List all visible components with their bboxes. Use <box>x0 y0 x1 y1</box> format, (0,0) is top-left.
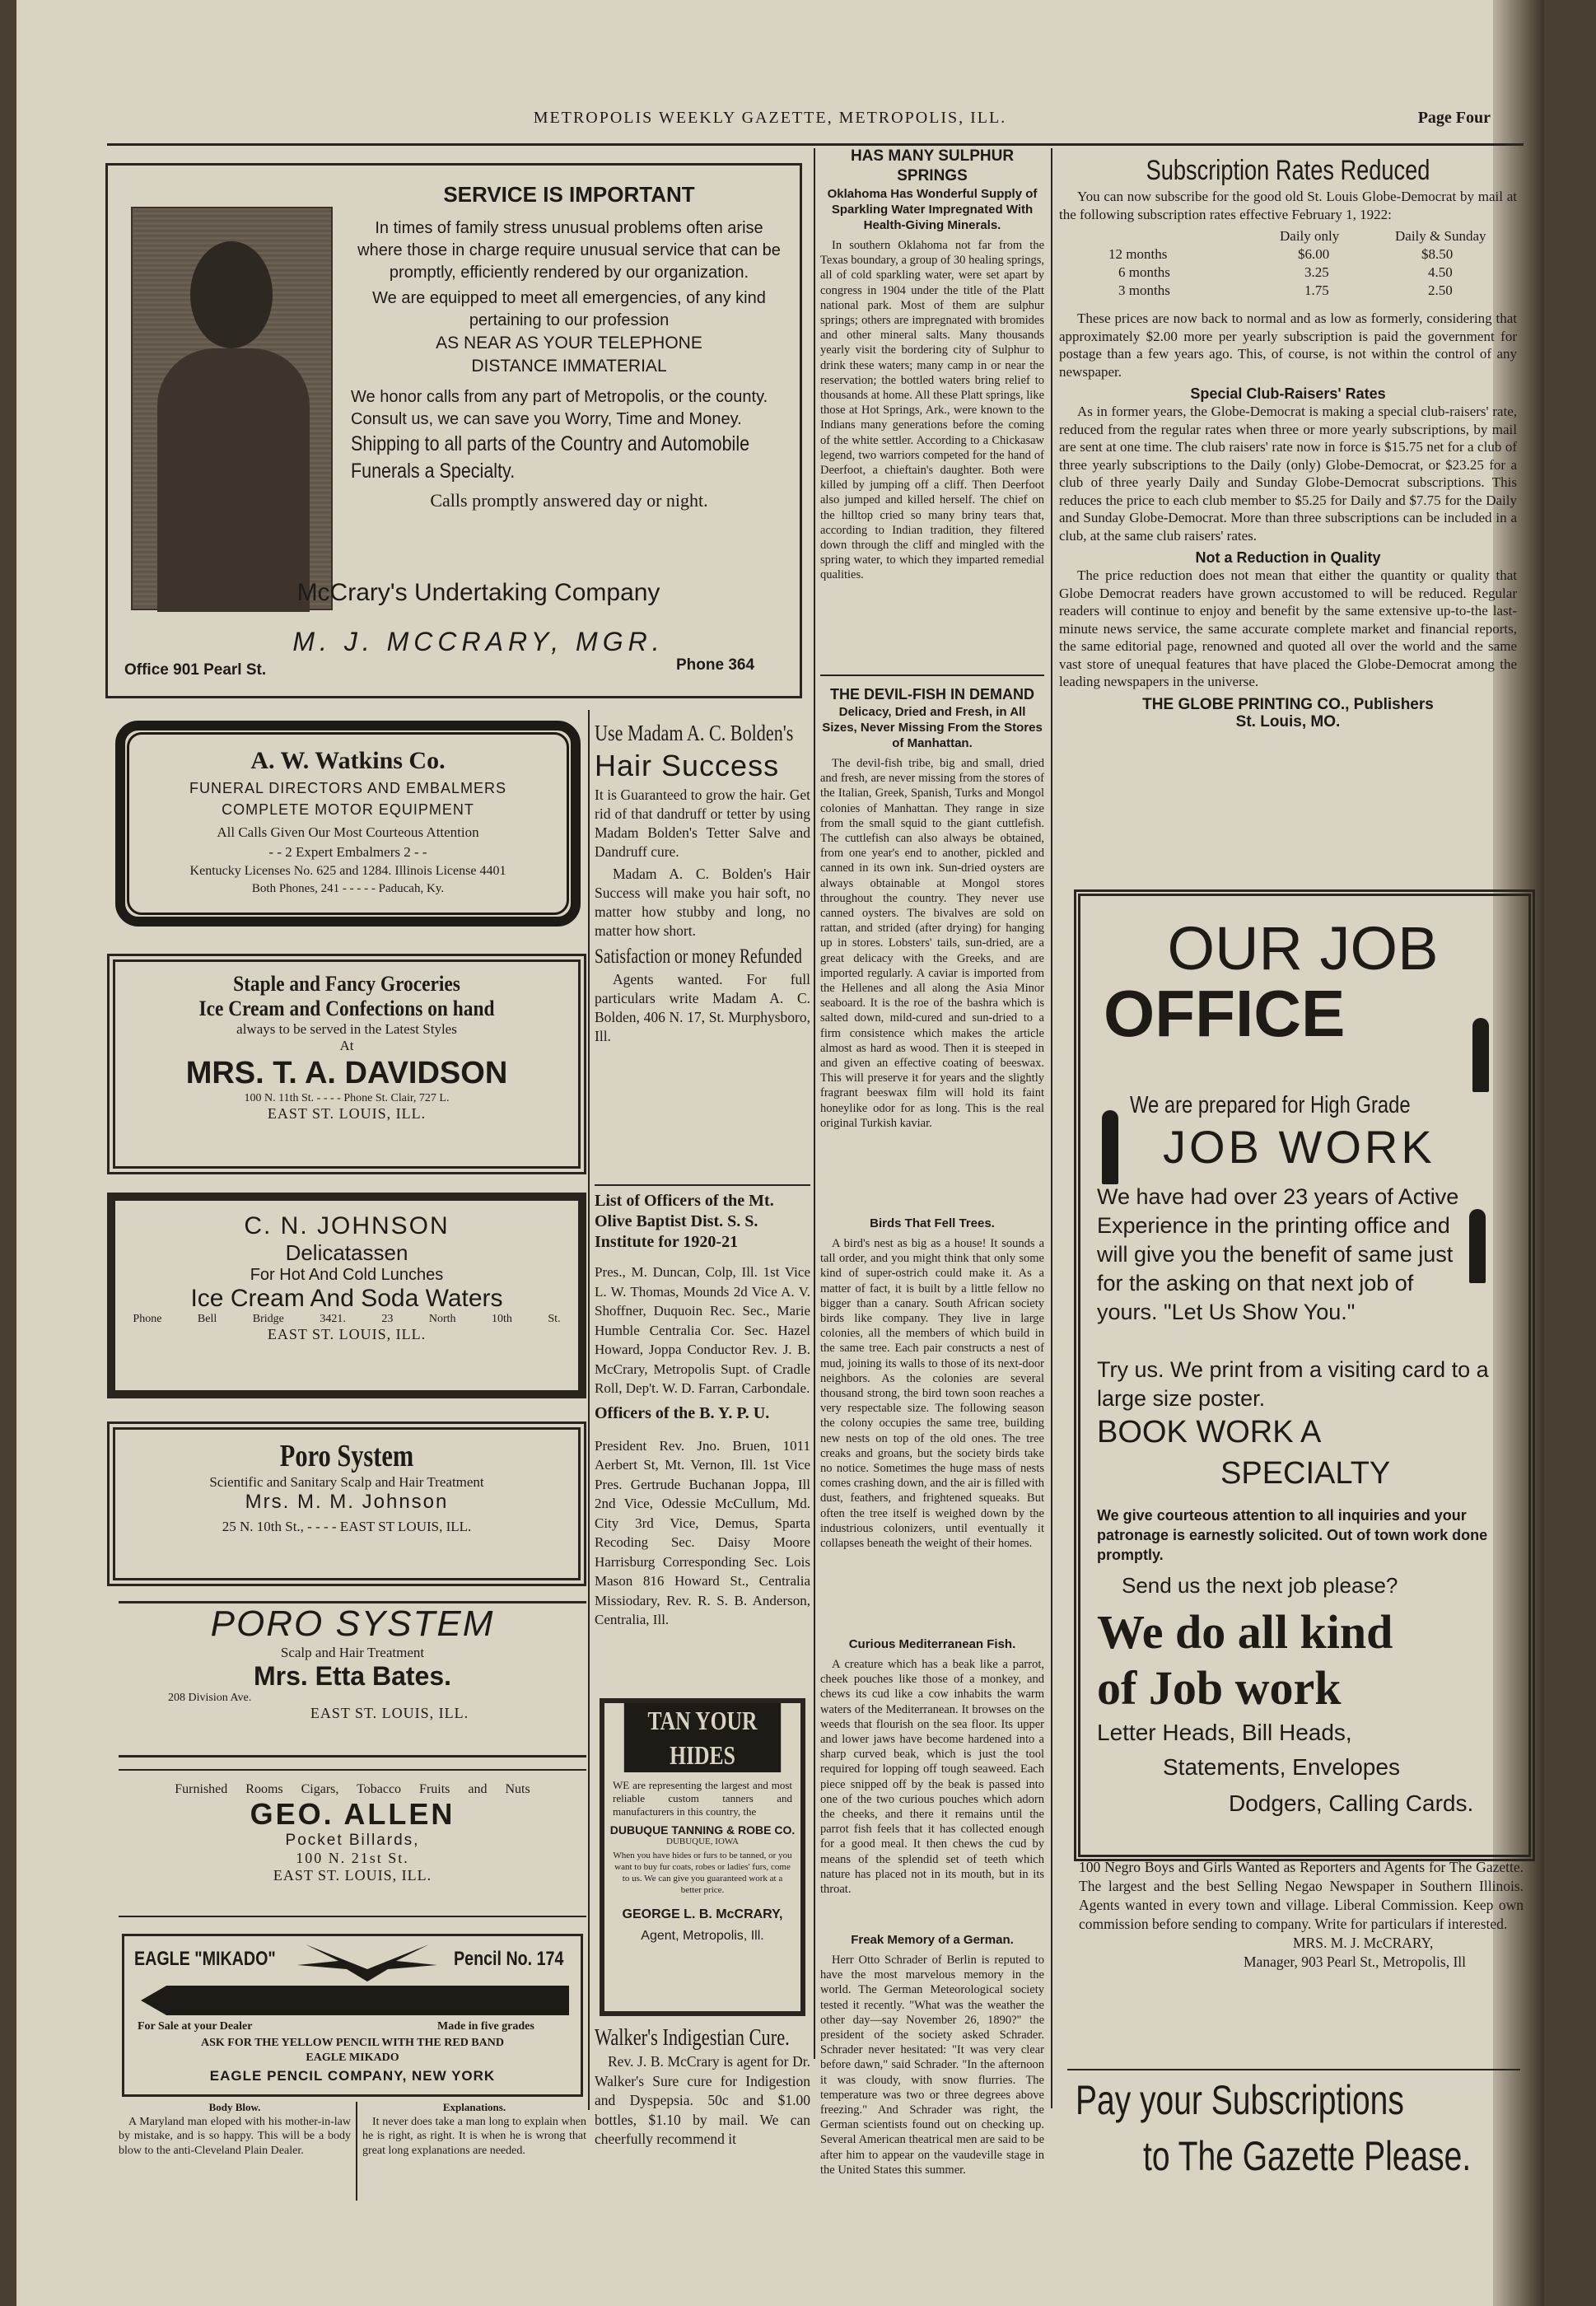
watkins-line-2: COMPLETE MOTOR EQUIPMENT <box>222 801 474 818</box>
masthead-rule <box>107 143 1524 146</box>
hides-city: DUBUQUE, IOWA <box>666 1837 739 1846</box>
job-line-7: BOOK WORK A <box>1097 1415 1322 1449</box>
eagle-ask-2: EAGLE MIKADO <box>306 2052 399 2064</box>
masthead <box>16 109 1524 137</box>
allen-line-2: 100 N. 21st St. <box>296 1850 409 1866</box>
undertaker-p7: Calls promptly answered day or night. <box>430 490 708 511</box>
allen-name: GEO. ALLEN <box>250 1797 455 1831</box>
bolden-heading-1: Use Madam A. C. Bolden's <box>595 721 794 745</box>
undertaker-p3: AS NEAR AS YOUR TELEPHONE <box>436 334 702 352</box>
walker-text: Rev. J. B. McCrary is agent for Dr. Walker's Sure cure for Indigestion and Dyspepsia. 50c and $1.00 bottles, $1.10 by mail. We can cheerfully recommend it <box>595 2053 810 2147</box>
job-line-5: We have had over 23 years of Active Experience in the printing office and will give you the benefit of same just for the asking on that next job of yours. "Let Us Show You." <box>1097 1184 1459 1324</box>
quality-heading: Not a Reduction in Quality <box>1195 549 1381 566</box>
poro2-city: EAST ST. LOUIS, ILL. <box>310 1705 469 1721</box>
eagle-ask: ASK FOR THE YELLOW PENCIL WITH THE RED BAND <box>201 2037 504 2049</box>
sulphur-title: HAS MANY SULPHUR SPRINGS <box>850 147 1015 184</box>
eagle-icon <box>289 1936 446 1986</box>
hides-agent: GEORGE L. B. McCRARY, <box>622 1907 783 1921</box>
undertaker-p5: We honor calls from any part of Metropolis, or the county. Consult us, we can save you Worry, Time and Money. <box>351 388 768 428</box>
pointing-man-figure <box>1472 1018 1489 1092</box>
column-rule <box>356 2102 357 2201</box>
subscription-p3: The price reduction does not mean that either the quantity or quality that Globe Democrat readers have grown accustomed to will be reduced. Regular readers will continue to enjoy and benefit by the same extensive up-to-the last-minute news service, the same accurate complete market and financial reports, the same editorial page, renowned and quoted all over the world and the same vast store of unequal features that have placed the Globe-Democrat among the leading newspapers in the universe. <box>1059 567 1517 689</box>
devilfish-title: THE DEVIL-FISH IN DEMAND <box>829 686 1034 703</box>
column-rule-2 <box>814 148 815 2059</box>
undertaker-ad <box>105 163 802 698</box>
poro2-address: 208 Division Ave. <box>168 1692 252 1704</box>
eagle-sale: For Sale at your Dealer <box>138 2020 253 2033</box>
german-body: Herr Otto Schrader of Berlin is reputed to have the most marvelous memory in the world. The German Meteorological society tested it recently. "What was the weather the other day—say November 26, 1890?" the president of the society asked Schrader. Schrader never hesitated: "It was very clear before dawn," said Schrader. "In the afternoon it was cloudy, with snow flurries. The temperature was two or three degrees above freezing." And Schrader was right, the German scientists found out on checking up. Several American theatrical men are said to be after him to appear on the vaudeville stage in the United States this summer. <box>820 1954 1044 2177</box>
watkins-ad <box>115 721 581 927</box>
masthead-title: METROPOLIS WEEKLY GAZETTE, METROPOLIS, ILL. <box>533 109 1007 127</box>
undertaker-p4: DISTANCE IMMATERIAL <box>471 357 667 376</box>
watkins-line-5: Kentucky Licenses No. 625 and 1284. Illinois License 4401 <box>189 864 506 878</box>
davidson-name: MRS. T. A. DAVIDSON <box>185 1056 508 1090</box>
job-line-9: We give courteous attention to all inquiries and your patronage is earnestly solicited. Out of town work done promptly. <box>1097 1507 1488 1563</box>
job-line-13: Letter Heads, Bill Heads, <box>1097 1720 1352 1745</box>
poro1-address: 25 N. 10th St., - - - - EAST ST LOUIS, ILL. <box>222 1519 472 1534</box>
johnson-city: EAST ST. LOUIS, ILL. <box>267 1326 427 1342</box>
undertaker-heading: SERVICE IS IMPORTANT <box>443 182 695 207</box>
subscription-p2: As in former years, the Globe-Democrat is making a special club-raisers' rate, reduced from the regular rates when three or more yearly subscriptions, by mail are sent at one time. The club raisers' rate now in force is $15.75 net for a club of three yearly subscriptions to the Daily (only) Globe-Democrat, or $23.25 for a club of three yearly Daily and Sunday Globe-Democrat subscriptions. This reduces the price to each club member to $5.25 for Daily and $7.75 for the Daily and Sunday Globe-Democrat. More than three subscriptions can be included in a club, at the same club raisers' rates. <box>1059 404 1517 544</box>
mediterranean-title: Curious Mediterranean Fish. <box>848 1637 1016 1651</box>
eagle-grades: Made in five grades <box>437 2020 534 2033</box>
german-title: Freak Memory of a German. <box>851 1933 1014 1947</box>
portrait-face <box>190 241 273 348</box>
hides-company: DUBUQUE TANNING & ROBE CO. <box>609 1823 796 1837</box>
rule <box>1067 2069 1520 2070</box>
eagle-brand: EAGLE "MIKADO" <box>134 1948 276 1970</box>
club-heading: Special Club-Raisers' Rates <box>1190 385 1386 402</box>
wanted-text: 100 Negro Boys and Girls Wanted as Reporters and Agents for The Gazette. The largest and the best Selling Negao Newspaper in Southern Illinois. Agents wanted in every town and village. Liberal Commission. Keep own commission before sending to company. Write for particulars if interested. <box>1079 1859 1524 1932</box>
center-column <box>820 147 1044 2177</box>
rate-term-2: 6 months <box>1118 264 1170 280</box>
rate-term-1: 12 months <box>1108 246 1168 262</box>
poro1-line-1: Scientific and Sanitary Scalp and Hair Treatment <box>209 1474 484 1490</box>
johnson-line-3: Ice Cream And Soda Waters <box>190 1285 503 1312</box>
poro2-line-2: Mrs. Etta Bates. <box>253 1661 452 1691</box>
watkins-name: A. W. Watkins Co. <box>250 747 446 774</box>
birds-body: A bird's nest as big as a house! It sounds a tall order, and you might think that only some kind of super-ostrich could make it. As a matter of fact, it is built by a little fellow no bigger than a canary. South African society birds like company. They live in large colonies, all the members of which build in the same tree. Each pair constructs a nest of mud, joining its walls to those of its next-door neighbors. As the colonies are several thousand strong, the bird town soon reaches a very respectable size. The following season the colony occupies the same tree, building new nests on top of the old ones. The tree creaks and groans, but the society birds take no notice. Sometimes the huge mass of nests comes crashing down, and the air is filled with dust, feathers, and frightened squeaks. But often the tree itself is weighed down by the industrious colonizers, until eventually it collapses beneath the weight of their homes. <box>820 1237 1044 1551</box>
watkins-line-3: All Calls Given Our Most Courteous Attention <box>217 824 479 840</box>
poro2-name: PORO SYSTEM <box>210 1603 495 1644</box>
pay-subscriptions-line-2: to The Gazette Please. <box>1143 2133 1472 2179</box>
walker-title: Walker's Indigestian Cure. <box>595 2025 790 2051</box>
johnson-name: C. N. JOHNSON <box>244 1212 450 1239</box>
rule <box>595 1184 810 1186</box>
bodyblow-text: A Maryland man eloped with his mother-in-law by mistake, and is so happy. This will be a body blow to the anti-Cleveland Plain Dealer. <box>119 2115 351 2157</box>
undertaker-p1: In times of family stress unusual problems often arise where those in charge require unusual service that can be promptly, efficiently rendered by our organization. <box>357 219 781 282</box>
subscription-title: Subscription Rates Reduced <box>1146 155 1430 186</box>
hides-title: TAN YOUR HIDES <box>624 1703 781 1772</box>
watkins-line-4: - - 2 Expert Embalmers 2 - - <box>268 844 427 860</box>
eagle-pencil-number: Pencil No. 174 <box>454 1948 564 1970</box>
bolden-heading-3: Satisfaction or money Refunded <box>595 945 802 968</box>
rate-daily-3: 1.75 <box>1304 282 1329 298</box>
explanations-text: It never does take a man long to explain when he is right, as right. It is when he is wrong that great long explanations are needed. <box>362 2115 586 2157</box>
davidson-ad <box>107 954 586 1174</box>
johnson-line-1: Delicatassen <box>285 1240 408 1265</box>
poro-system-johnson-ad <box>107 1421 586 1586</box>
job-line-6: Try us. We print from a visiting card to a large size poster. <box>1097 1357 1489 1411</box>
allen-city: EAST ST. LOUIS, ILL. <box>273 1867 432 1884</box>
officers-list-2: President Rev. Jno. Bruen, 1011 Aerbert St, Mt. Vernon, Ill. 1st Vice Pres. Gertrude Buchanan Joppa, Ill 2nd Vice, Odessie McCullum, Md. City 3rd Vice, Demus, Sparta Recoding Sec. Daisy Moore Harrisburg Corresponding Sec. Lois Mason 816 Howard St., Centralia Missiodary, Rev. R. S. B. Anderson, Centralia, Ill. <box>595 1437 810 1627</box>
rate-sunday-2: 4.50 <box>1428 264 1453 280</box>
body-blow-item <box>119 2100 351 2257</box>
davidson-line-4: At <box>339 1038 354 1053</box>
birds-title: Birds That Fell Trees. <box>870 1216 995 1230</box>
johnson-line-2: For Hot And Cold Lunches <box>250 1266 444 1284</box>
davidson-address: 100 N. 11th St. - - - - Phone St. Clair, 727 L. <box>244 1092 450 1104</box>
officers-title-2: Officers of the B. Y. P. U. <box>595 1403 770 1422</box>
sulphur-body: In southern Oklahoma not far from the Texas boundary, a group of 30 healing springs, all of cold sparkling water, were set apart by congress in 1904 under the title of the Platt national park. Most of them are sulphur springs; others are impregnated with bromides and other mineral salts. Many thousands yearly visit the bordering city of Sulphur to drink these waters; many camp in or near the reservation; the bottled waters bring relief to thousands at home. All these Platt springs, like those at Hot Springs, Ark., were known to the Indians many generations before the coming of the white settler. According to a Chickasaw legend, two warriors competed for the hand of Deerfoot, a chieftain's daughter. Both were killed by jumping off a cliff. Then Deerfoot also jumped and killed herself. The chief on the hilltop cried so many briny tears that, according to Indian tradition, they filtered down through the cliff and mingled with the spring water, to which they imparted remedial qualities. <box>820 239 1044 582</box>
sulphur-subtitle: Oklahoma Has Wonderful Supply of Sparkling Water Impregnated With Health-Giving Minerals. <box>827 187 1038 232</box>
job-line-8: SPECIALTY <box>1220 1456 1391 1491</box>
mediterranean-body: A creature which has a beak like a parrot, cheek pouches like those of a monkey, and chews its cud like a cow inhabits the warm waters of the Mediterranean. It browses on the weeds that flourish on the sea floor. Its upper and lower jaws have become hardened into a sharp curved beak, which is just the tool required for lopping off tough seaweed. Each piece snipped off by the beak is passed into one of the two curious pouches which adorn the cheeks, and there it remains until the parrot fish feels that it has collected enough for a good meal. It then chews the cud by means of the splendid set of teeth which nature has placed not in its mouth, but in its throat. <box>820 1658 1044 1897</box>
job-line-12: of Job work <box>1097 1661 1342 1715</box>
column-rule-3 <box>1051 148 1052 2108</box>
officers-list <box>595 1191 810 1701</box>
job-line-1: OUR JOB <box>1167 914 1439 983</box>
portrait-photo <box>131 207 333 610</box>
rate-sunday-3: 2.50 <box>1428 282 1453 298</box>
undertaker-p2: We are equipped to meet all emergencies, of any kind pertaining to our profession <box>372 289 766 329</box>
rate-daily-2: 3.25 <box>1304 264 1329 280</box>
davidson-line-1: Staple and Fancy Groceries <box>233 972 460 996</box>
subscription-p1: These prices are now back to normal and as low as formerly, considering that approximately $2.00 more per yearly subscription is paid the government for postage than a few years ago. This, of course, is not within the control of any newspaper. <box>1059 310 1517 380</box>
officers-list-text: Pres., M. Duncan, Colp, Ill. 1st Vice L. W. Thomas, Mounds 2d Vice A. V. Shoffner, Duquoin Rec. Sec., Marie Humble Centralia Cor. Sec. Hazel Howard, Joppa Conductor Rev. J. B. McCrary, Metropolis Supt. of Cradle Roll, Dep't. W. D. Farran, Carbondale. <box>595 1264 810 1396</box>
officers-title: List of Officers of the Mt. Olive Baptist Dist. S. S. Institute for 1920-21 <box>595 1192 774 1251</box>
tan-your-hides-ad <box>600 1698 805 2016</box>
job-line-11: We do all kind <box>1097 1605 1393 1659</box>
publisher: THE GLOBE PRINTING CO., Publishers <box>1142 695 1434 713</box>
hides-agent-2: Agent, Metropolis, Ill. <box>641 1929 764 1943</box>
allen-top: Furnished Rooms Cigars, Tobacco Fruits and Nuts <box>175 1782 530 1796</box>
job-line-3: We are prepared for High Grade <box>1130 1092 1411 1118</box>
watkins-line-6: Both Phones, 241 - - - - - Paducah, Ky. <box>251 882 445 895</box>
allen-line-1: Pocket Billards, <box>285 1832 420 1849</box>
devilfish-subtitle: Delicacy, Dried and Fresh, in All Sizes, Never Missing From the Stores of Manhattan. <box>822 705 1043 750</box>
job-office-ad <box>1074 889 1535 1861</box>
rates-col-daily: Daily only <box>1280 228 1340 244</box>
newspaper-page <box>16 0 1544 2306</box>
wanted-signature-2: Manager, 903 Pearl St., Metropolis, Ill <box>1244 1954 1467 1970</box>
bolden-heading-2: Hair Success <box>595 749 780 782</box>
pencil-illustration <box>141 1986 569 2015</box>
rate-term-3: 3 months <box>1118 282 1170 298</box>
bodyblow-title: Body Blow. <box>208 2101 261 2113</box>
davidson-city: EAST ST. LOUIS, ILL. <box>267 1105 427 1122</box>
hides-p2: When you have hides or furs to be tanned, or you want to buy fur coats, robes or ladies' furs, come to us. We can give you guaranteed work at a better price. <box>613 1851 792 1895</box>
poro-system-bates-ad <box>119 1601 586 1758</box>
undertaker-office: Office 901 Pearl St. <box>124 661 267 679</box>
portrait-body <box>157 348 310 612</box>
rate-daily-1: $6.00 <box>1298 246 1330 262</box>
rate-sunday-1: $8.50 <box>1421 246 1454 262</box>
davidson-line-2: Ice Cream and Confections on hand <box>198 997 495 1020</box>
job-line-10: Send us the next job please? <box>1122 1573 1398 1598</box>
subscription-intro: You can now subscribe for the good old St. Louis Globe-Democrat by mail at the following subscription rates effective February 1, 1922: <box>1059 189 1517 222</box>
watkins-line-1: FUNERAL DIRECTORS AND EMBALMERS <box>189 780 507 796</box>
devilfish-body: The devil-fish tribe, big and small, dried and fresh, are never missing from the stores of the Italian, Greek, Spanish, Turks and Mongol colonies of Manhattan. They range in size from the small squid to the giant cuttlefish. The cuttlefish can also always be obtained, from one year's end to another, pickled and canned in its own ink. Sun-dried oysters are always obtainable at Mongol stores throughout the country. They never use canned oysters. The bivalves are sold on rattan, and strided (after drying) for hanging up in stores. Lobsters' tails, sun-dried, are a great delicacy with the Greeks, and are imported regularly. A caviar is imported from the Hellenes and all along the Asia Minor seaboard. It is the roe of the bashra which is salted down, mild-cured and sun-dried to a firm consistence which makes the article almost as hard as wood. Then it is steeped in and given an effective coating of beeswax. This will preserve it for years and the slightly fragrant beeswax film will hold its faint honeylike odor for as long. This is the real original Turkish kaviar. <box>820 757 1044 1130</box>
rule <box>820 675 1044 676</box>
pointing-man-figure-left <box>1102 1110 1118 1184</box>
bolden-ad <box>595 720 810 1181</box>
bolden-p3: Agents wanted. For full particulars write Madam A. C. Bolden, 406 N. 17, St. Murphysboro, Ill. <box>595 971 810 1044</box>
job-line-14: Statements, Envelopes <box>1163 1754 1400 1780</box>
poro2-line-1: Scalp and Hair Treatment <box>280 1645 425 1660</box>
johnson-ad <box>107 1193 586 1398</box>
poro1-name: Poro System <box>279 1439 414 1473</box>
explanations-title: Explanations. <box>442 2101 506 2113</box>
undertaker-company: McCrary's Undertaking Company <box>296 579 660 606</box>
job-line-15: Dodgers, Calling Cards. <box>1229 1790 1474 1816</box>
rates-table <box>1059 227 1517 306</box>
undertaker-phone: Phone 364 <box>676 656 755 674</box>
subscription-notice <box>1059 153 1517 850</box>
johnson-address: Phone Bell Bridge 3421. 23 North 10th St. <box>133 1313 561 1325</box>
allen-ad <box>119 1769 586 1917</box>
bolden-p1: It is Guaranteed to grow the hair. Get rid of that dandruff or tetter by using Madam Bolden's Tetter Salve and Dandruff cure. <box>595 787 810 860</box>
job-line-4: JOB WORK <box>1163 1121 1435 1173</box>
wanted-signature-1: MRS. M. J. McCRARY, <box>1293 1935 1434 1951</box>
bolden-p2: Madam A. C. Bolden's Hair Success will make you hair soft, no matter how stubby and long, no matter how short. <box>595 866 810 939</box>
eagle-company: EAGLE PENCIL COMPANY, NEW YORK <box>209 2068 496 2084</box>
poro1-line-2: Mrs. M. M. Johnson <box>245 1491 449 1513</box>
walker-ad <box>595 2024 810 2181</box>
undertaker-p6: Shipping to all parts of the Country and Automobile Funerals a Specialty. <box>351 432 750 483</box>
job-line-2: OFFICE <box>1104 977 1346 1050</box>
eagle-pencil-ad <box>122 1934 583 2097</box>
explanations-item <box>362 2100 586 2257</box>
pointing-man-figure-right <box>1469 1209 1486 1283</box>
publisher-city: St. Louis, MO. <box>1235 712 1341 731</box>
page-number: Page Four <box>1417 109 1491 127</box>
davidson-line-3: always to be served in the Latest Styles <box>236 1021 457 1037</box>
undertaker-manager: M. J. MCCRARY, MGR. <box>292 627 665 656</box>
agents-wanted-notice <box>1079 1858 1524 2023</box>
pay-subscriptions-line-1: Pay your Subscriptions <box>1076 2077 1404 2123</box>
hides-p1: WE are representing the largest and most reliable custom tanners and manufacturers in this country, the <box>613 1779 792 1818</box>
rates-col-sunday: Daily & Sunday <box>1395 228 1486 244</box>
column-rule-1 <box>588 710 590 2110</box>
